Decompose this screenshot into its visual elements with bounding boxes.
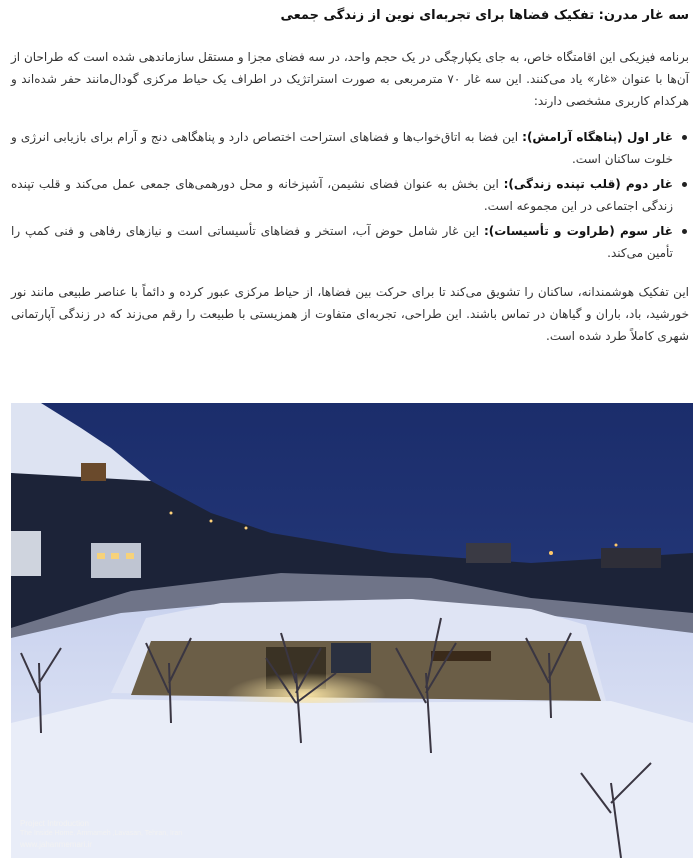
- credit-location: The Inside Home, Ammameh ,Lavasan, Tehran, Iran: [20, 830, 183, 837]
- article: [0, 0, 700, 347]
- village-house: [466, 543, 511, 563]
- village-house: [91, 543, 141, 578]
- cave-description: این فضا به اتاق‌خواب‌ها و فضاهای استراحت اختصاص دارد و پناهگاهی دنج و آرام برای بازیابی انرژی و خلوت ساکنان است.: [11, 130, 673, 166]
- intro-paragraph: برنامه فیزیکی این اقامتگاه خاص، به جای یکپارچگی در یک حجم واحد، در سه فضای مجزا و مستقل سازماندهی شده است که طراحان از آن‌ها با عنوان «غار» یاد می‌کنند. این سه غار ۷۰ مترمربعی به صورت استراتژیک در اطراف یک حیاط مرکزی گودال‌مانند حفر شده‌اند و هرکدام کاربری مشخصی دارند:: [11, 50, 690, 108]
- photo-credit: [20, 818, 182, 850]
- cave-name: غار سوم (طراوت و تأسیسات):: [483, 224, 673, 238]
- snow-house-illustration: [11, 403, 693, 858]
- list-item: [11, 220, 673, 264]
- article-title: سه غار مدرن: تفکیک فضاها برای تجربه‌ای نوین از زندگی جمعی: [280, 8, 689, 23]
- house-window: [331, 643, 371, 673]
- bullet-icon: [682, 135, 687, 140]
- credit-title: Project Introduction: [20, 819, 89, 828]
- cave-description: این بخش به عنوان فضای نشیمن، آشپزخانه و محل دورهمی‌های جمعی عمل می‌کند و قلب تپنده زندگی اجتماعی در این مجموعه است.: [11, 177, 673, 213]
- list-item: [11, 126, 673, 170]
- bullet-icon: [682, 182, 687, 187]
- list-item: [11, 173, 673, 217]
- credit-site: www.jahanmemari.ir: [20, 840, 93, 849]
- cave-name: غار اول (پناهگاه آرامش):: [522, 130, 673, 144]
- village-house: [601, 548, 661, 568]
- caves-list: [11, 126, 689, 264]
- cave-description: این غار شامل حوض آب، استخر و فضاهای تأسیساتی است و نیازهای رفاهی و فنی کمپ را تأمین می‌کند.: [11, 224, 673, 260]
- village-house: [81, 463, 106, 481]
- house-window: [431, 651, 491, 661]
- village-house: [11, 531, 41, 576]
- project-photo: [11, 403, 693, 858]
- bullet-icon: [682, 229, 687, 234]
- cave-name: غار دوم (قلب تپنده زندگی):: [503, 177, 673, 191]
- outro-paragraph: این تفکیک هوشمندانه، ساکنان را تشویق می‌کند تا برای حرکت بین فضاها، از حیاط مرکزی عبور کرده و دائماً با عناصر طبیعی مانند نور خورشید، باد، باران و گیاهان در تماس باشند. این طراحی، تجربه‌ای متفاوت از همزیستی با طبیعت را رقم می‌زند که در زندگی آپارتمانی شهری کاملاً طرد شده است.: [11, 285, 689, 343]
